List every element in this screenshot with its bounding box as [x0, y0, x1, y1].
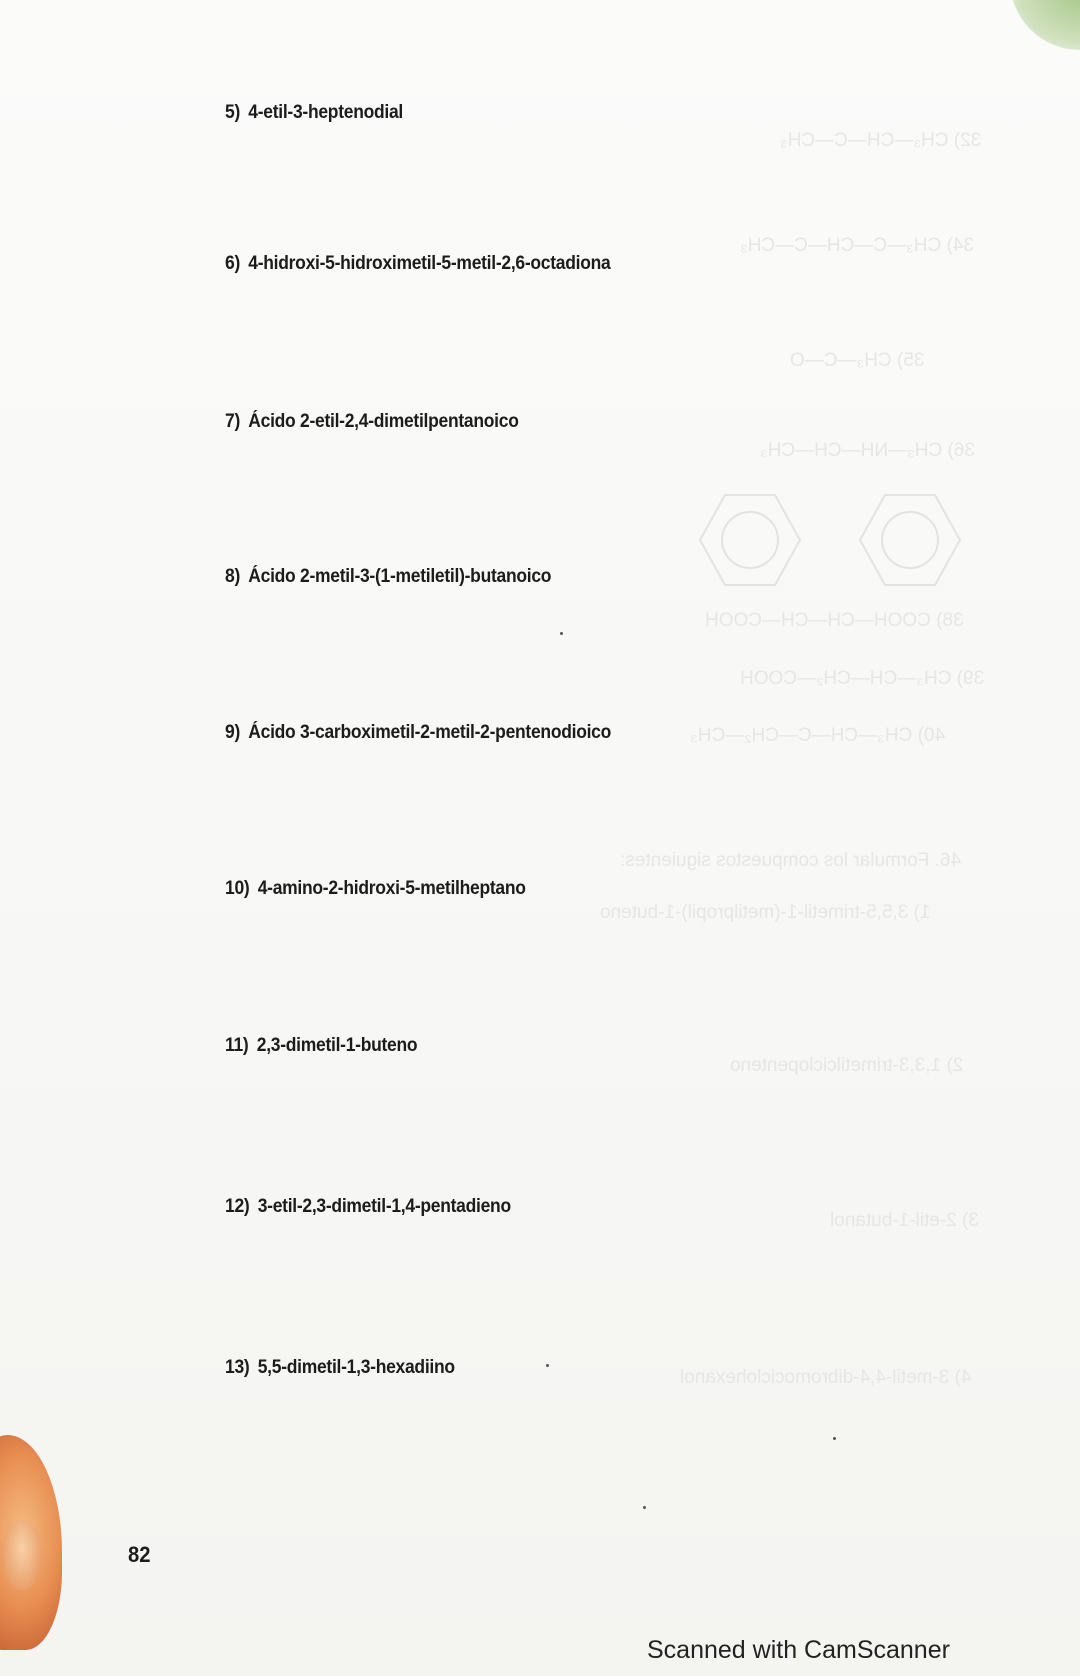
exercise-8: [225, 566, 551, 588]
speckle: [546, 1364, 549, 1367]
exercise-number: 6): [225, 253, 240, 274]
exercise-text: Ácido 2-metil-3-(1-metiletil)-butanoico: [248, 566, 552, 587]
exercise-number: 8): [225, 566, 240, 587]
exercise-12: [225, 1196, 511, 1218]
exercise-text: 3-etil-2,3-dimetil-1,4-pentadieno: [257, 1196, 511, 1217]
exercise-number: 10): [225, 878, 250, 899]
exercise-number: 7): [225, 411, 240, 432]
exercise-number: 9): [225, 722, 240, 743]
thumbnail-highlight: [2, 1520, 42, 1590]
exercise-10: [225, 878, 526, 900]
exercise-text: 5,5-dimetil-1,3-hexadiino: [257, 1357, 455, 1378]
exercise-6: [225, 253, 610, 275]
speckle: [833, 1437, 836, 1440]
speckle: [643, 1506, 646, 1509]
exercise-text: Ácido 3-carboximetil-2-metil-2-pentenodioico: [248, 722, 612, 743]
exercise-text: 4-etil-3-heptenodial: [248, 102, 404, 123]
exercise-5: [225, 102, 403, 124]
scanner-watermark: Scanned with CamScanner: [647, 1636, 950, 1664]
exercise-number: 11): [225, 1035, 249, 1056]
bleed-through-benzene-rings: [690, 485, 970, 595]
exercise-number: 13): [225, 1357, 250, 1378]
exercise-13: [225, 1357, 455, 1379]
exercise-text: Ácido 2-etil-2,4-dimetilpentanoico: [248, 411, 519, 432]
exercise-11: [225, 1035, 417, 1057]
exercise-number: 5): [225, 102, 240, 123]
exercise-7: [225, 411, 519, 433]
page-number: 82: [128, 1542, 151, 1567]
exercise-9: [225, 722, 611, 744]
exercise-text: 2,3-dimetil-1-buteno: [256, 1035, 418, 1056]
speckle: [560, 632, 563, 635]
exercise-text: 4-hidroxi-5-hidroximetil-5-metil-2,6-octadiona: [248, 253, 611, 274]
exercise-number: 12): [225, 1196, 250, 1217]
exercise-text: 4-amino-2-hidroxi-5-metilheptano: [257, 878, 526, 899]
